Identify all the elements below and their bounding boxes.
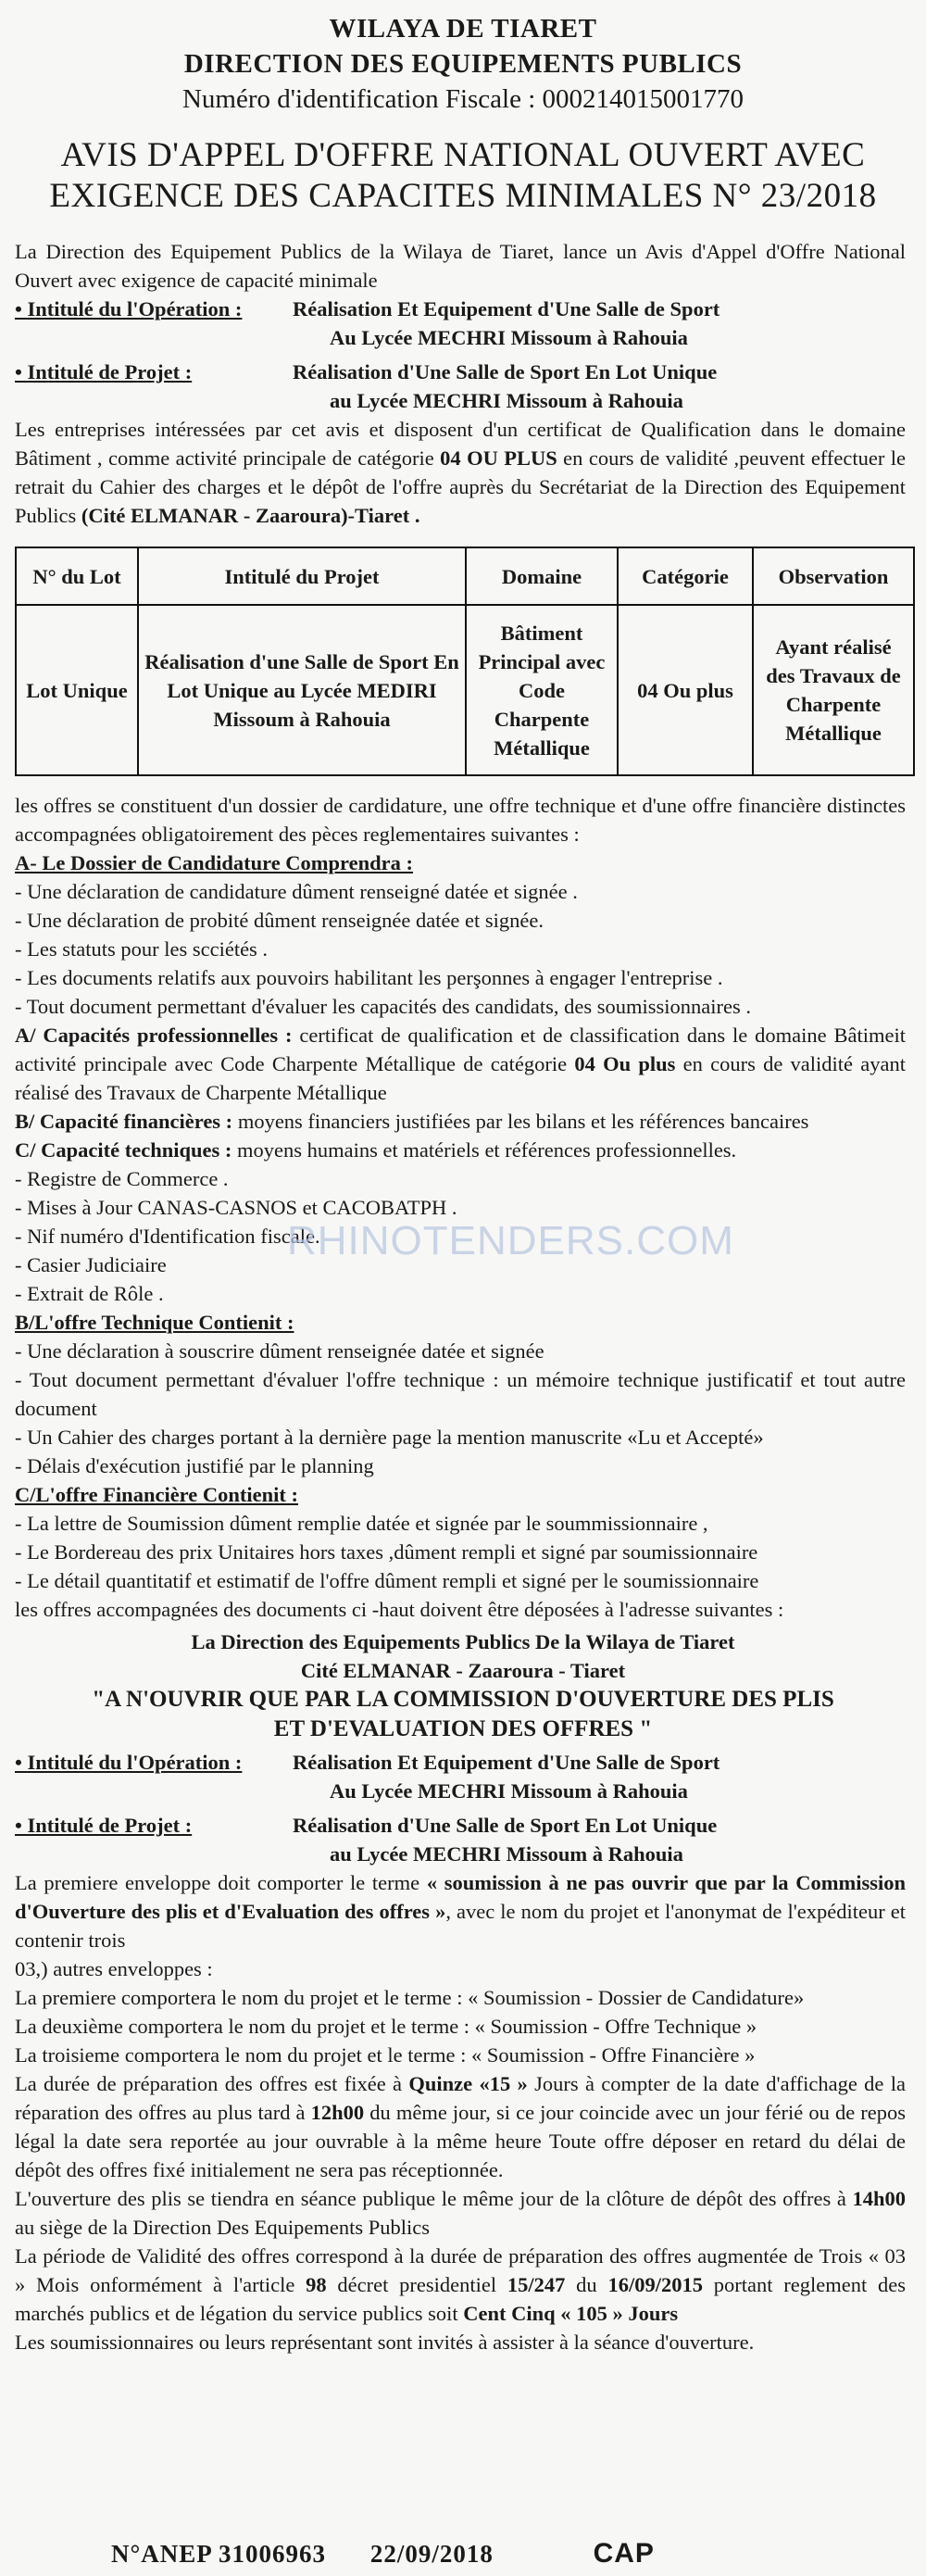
header-wilaya: WILAYA DE TIARET [329,14,597,44]
operation-block [0,295,926,352]
footer-anep: N°ANEP 31006963 [111,2540,327,2568]
dossier-section [0,848,926,1021]
watermark: RHINOTENDERS.COM [287,1218,734,1263]
capacites-pro-category: 04 Ou plus [574,1052,676,1075]
list-item: - La lettre de Soumission dûment remplie datée et signée par le soummissionnaire , [15,1509,906,1538]
projet-value-2: au Lycée MECHRI Missoum à Rahouia [330,389,683,412]
cell-projet: Réalisation d'une Salle de Sport En Lot Unique au Lycée MEDIRI Missoum à Rahouia [138,605,466,775]
capacites-tech-text: moyens humains et matériels et références professionnelles. [232,1138,737,1162]
duree-hour: 12h00 [310,2101,365,2124]
adresse-line-2: Cité ELMANAR - Zaaroura - Tiaret [300,1659,626,1682]
list-item: - Le détail quantitatif et estimatif de l'offre dûment rempli et signé per le soumissionnaire [15,1566,906,1595]
duree-text-e: du même jour, si ce jour coincide avec un jour férié ou de repos légal la date sera reportée au jour ouvrable à la même heure Toute offre déposer en retard du délai de dépôt des offres fixé initialement ne sera pas réceptionnée. [15,2101,907,2181]
adresse-line-4: ET D'EVALUATION DES OFFRES " [273,1716,653,1741]
list-item: - Casier Judiciaire [15,1250,906,1279]
enveloppe-count: 03,) autres enveloppes : [15,1957,213,1980]
capacites-pro-text-2: en cours de validité ayant réalisé des Travaux de Charpente Métallique [15,1052,906,1104]
enveloppe-text-1: La premiere enveloppe doit comporter le terme [15,1871,427,1894]
validite-paragraph [0,2242,926,2328]
header [0,11,926,117]
lots-table [15,547,915,776]
operation-value-1: Réalisation Et Equipement d'Une Salle de Sport [293,297,720,320]
validite-text-g: portant reglement des marchés publics et de légation du service publics soit [15,2273,907,2325]
entreprises-address: (Cité ELMANAR - Zaaroura)-Tiaret . [81,504,420,527]
adresse-block [0,1627,926,1744]
cell-domaine: Bâtiment Principal avec Code Charpente Métallique [466,605,618,775]
validite-duration: Cent Cinq « 105 » Jours [463,2302,679,2325]
operation-value-2b: Au Lycée MECHRI Missoum à Rahouia [330,1779,688,1803]
validite-text-a: La période de Validité des offres correspond à la durée de préparation des offres augmentée de Trois « 03 » Mois onformément à l'article [15,2244,906,2296]
cell-lot: Lot Unique [16,605,138,775]
list-item: - Une déclaration de probité dûment renseignée datée et signée. [15,906,906,935]
list-item: - Le Bordereau des prix Unitaires hors taxes ,dûment rempli et signé par soumissionnaire [15,1538,906,1566]
enveloppe-text-2: , avec le nom du projet et l'anonymat de l'expéditeur et contenir trois [15,1900,906,1952]
list-item: - Les documents relatifs aux pouvoirs habilitant les perşonnes à engager l'entreprise . [15,963,906,992]
capacites-fin-text: moyens financiers justifiées par les bilans et les références bancaires [232,1110,809,1133]
cell-observation: Ayant réalisé des Travaux de Charpente Métallique [753,605,914,775]
list-item: - Une déclaration de candidature dûment renseigné datée et signée . [15,877,906,906]
footer-date: 22/09/2018 [369,2540,494,2568]
projet-value-1: Réalisation d'Une Salle de Sport En Lot Unique [293,360,718,383]
duree-days: Quinze «15 » [408,2072,528,2095]
ouverture-hour: 14h00 [852,2187,906,2210]
table-row [16,605,914,775]
header-direction: DIRECTION DES EQUIPEMENTS PUBLICS [183,49,743,79]
list-item: La troisieme comportera le nom du projet et le terme : « Soumission - Offre Financière » [15,2043,756,2067]
capacites-tech-label: C/ Capacité techniques : [15,1138,232,1162]
projet-label: • Intitulé de Projet : [15,358,293,386]
financiere-after: les offres accompagnées des documents ci -haut doivent être déposées à l'adresse suivantes : [15,1598,784,1621]
final-paragraph: Les soumissionnaires ou leurs représentant sont invités à assister à la séance d'ouverture. [15,2331,755,2354]
validite-article: 98 [306,2273,327,2296]
list-item: La premiere comportera le nom du projet et le terme : « Soumission - Dossier de Candidature» [15,1986,805,2009]
footer [111,2538,692,2570]
projet-value-1b: Réalisation d'Une Salle de Sport En Lot Unique [293,1814,718,1837]
duree-paragraph [0,2069,926,2184]
projet-label-2: • Intitulé de Projet : [15,1811,293,1840]
adresse-line-3: "A N'OUVRIR QUE PAR LA COMMISSION D'OUVERTURE DES PLIS [92,1687,834,1712]
capacites-pro-label: A/ Capacités professionnelles : [15,1024,293,1047]
duree-text-a: La durée de préparation des offres est fixée à [15,2072,409,2095]
validite-text-c: décret presidentiel [326,2273,507,2296]
header-fiscal-id: Numéro d'identification Fiscale : 000214015001770 [181,84,745,114]
entreprises-text-2: en cours de validité ,peuvent effectuer le retrait du Cahier des charges et le dépôt de l'offre auprès du Secrétariat de la Direction des Equipement Publics [15,446,906,527]
operation-block-2 [0,1748,926,1805]
table-header-domaine: Domaine [466,547,618,605]
capacites-pro-text: certificat de qualification et de classification dans le domaine Bâtimeit activité principale avec Code Charpente Métallique de catégorie [15,1024,906,1075]
table-header-categorie: Catégorie [618,547,753,605]
ouverture-paragraph [0,2184,926,2242]
validite-date: 16/09/2015 [607,2273,703,2296]
capacites-fin-label: B/ Capacité financières : [15,1110,233,1133]
entreprises-paragraph [0,415,926,530]
enveloppe-list [0,1954,926,2069]
validite-decret: 15/247 [507,2273,566,2296]
table-header-observation: Observation [753,547,914,605]
operation-value-1b: Réalisation Et Equipement d'Une Salle de Sport [293,1751,720,1774]
projet-value-2b: au Lycée MECHRI Missoum à Rahouia [330,1842,683,1866]
dossier-title: A- Le Dossier de Candidature Comprendra : [15,851,414,874]
duree-text-c: Jours à compter de la date d'affichage de la réparation des offres au plus tard à [15,2072,906,2124]
technique-title: B/L'offre Technique Contienit : [15,1311,294,1334]
projet-block-2 [0,1811,926,1868]
list-item: - Les statuts pour les scciétés . [15,935,906,963]
enveloppe-term: « soumission à ne pas ouvrir que par la Commission d'Ouverture des plis et d'Evaluation des offres » [15,1871,906,1923]
list-item: - Nif numéro d'Identification fiscale. [15,1222,906,1250]
projet-block [0,358,926,415]
table-header-row [16,547,914,605]
list-item: - Délais d'exécution justifié par le planning [15,1451,906,1480]
entreprises-category: 04 OU PLUS [440,446,557,470]
capacites-pro [0,1021,926,1107]
list-item: - Mises à Jour CANAS-CASNOS et CACOBATPH . [15,1193,906,1222]
entreprises-text-1: Les entreprises intéressées par cet avis et disposent d'un certificat de Qualification dans le domaine Bâtiment , comme activité principale de catégorie [15,418,906,470]
enveloppe-paragraph [0,1868,926,1954]
list-item: La deuxième comportera le nom du projet et le terme : « Soumission - Offre Technique » [15,2015,757,2038]
document-title [0,135,926,217]
financiere-title: C/L'offre Financière Contienit : [15,1483,298,1506]
cap-logo-icon: CAP [593,2538,655,2569]
operation-label-2: • Intitulé du l'Opération : [15,1748,293,1777]
validite-text-e: du [565,2273,608,2296]
list-item: - Tout document permettant d'évaluer l'offre technique : un mémoire technique justificatif et tout autre document [15,1365,906,1423]
title-line-1: AVIS D'APPEL D'OFFRE NATIONAL OUVERT AVEC [60,136,866,174]
ouverture-text: L'ouverture des plis se tiendra en séance publique le même jour de la clôture de dépôt des offres à [15,2187,853,2210]
adresse-line-1: La Direction des Equipements Publics De la Wilaya de Tiaret [191,1630,735,1653]
title-line-2: EXIGENCE DES CAPACITES MINIMALES N° 23/2018 [49,177,877,215]
list-item: - Une déclaration à souscrire dûment renseignée datée et signée [15,1337,906,1365]
table-header-lot: N° du Lot [16,547,138,605]
cell-categorie: 04 Ou plus [618,605,753,775]
table-header-projet: Intitulé du Projet [138,547,466,605]
offres-intro: les offres se constituent d'un dossier de cardidature, une offre technique et d'une offre financière distinctes accompagnées obligatoirement des pèces reglementaires suivantes : [15,794,906,846]
list-item: - Registre de Commerce . [15,1164,906,1193]
operation-value-2: Au Lycée MECHRI Missoum à Rahouia [330,326,688,349]
list-item: - Tout document permettant d'évaluer les capacités des candidats, des soumissionnaires . [15,992,906,1021]
list-item: - Un Cahier des charges portant à la dernière page la mention manuscrite «Lu et Accepté» [15,1423,906,1451]
technique-section [0,1308,926,1480]
list-item: - Extrait de Rôle . [15,1279,906,1308]
operation-label: • Intitulé du l'Opération : [15,295,293,323]
intro-paragraph: La Direction des Equipement Publics de la Wilaya de Tiaret, lance un Avis d'Appel d'Offre National Ouvert avec exigence de capacité minimale [15,240,906,292]
capacites-fin [0,1107,926,1136]
ouverture-place: au siège de la Direction Des Equipements Publics [15,2216,431,2239]
financiere-section [0,1480,926,1624]
